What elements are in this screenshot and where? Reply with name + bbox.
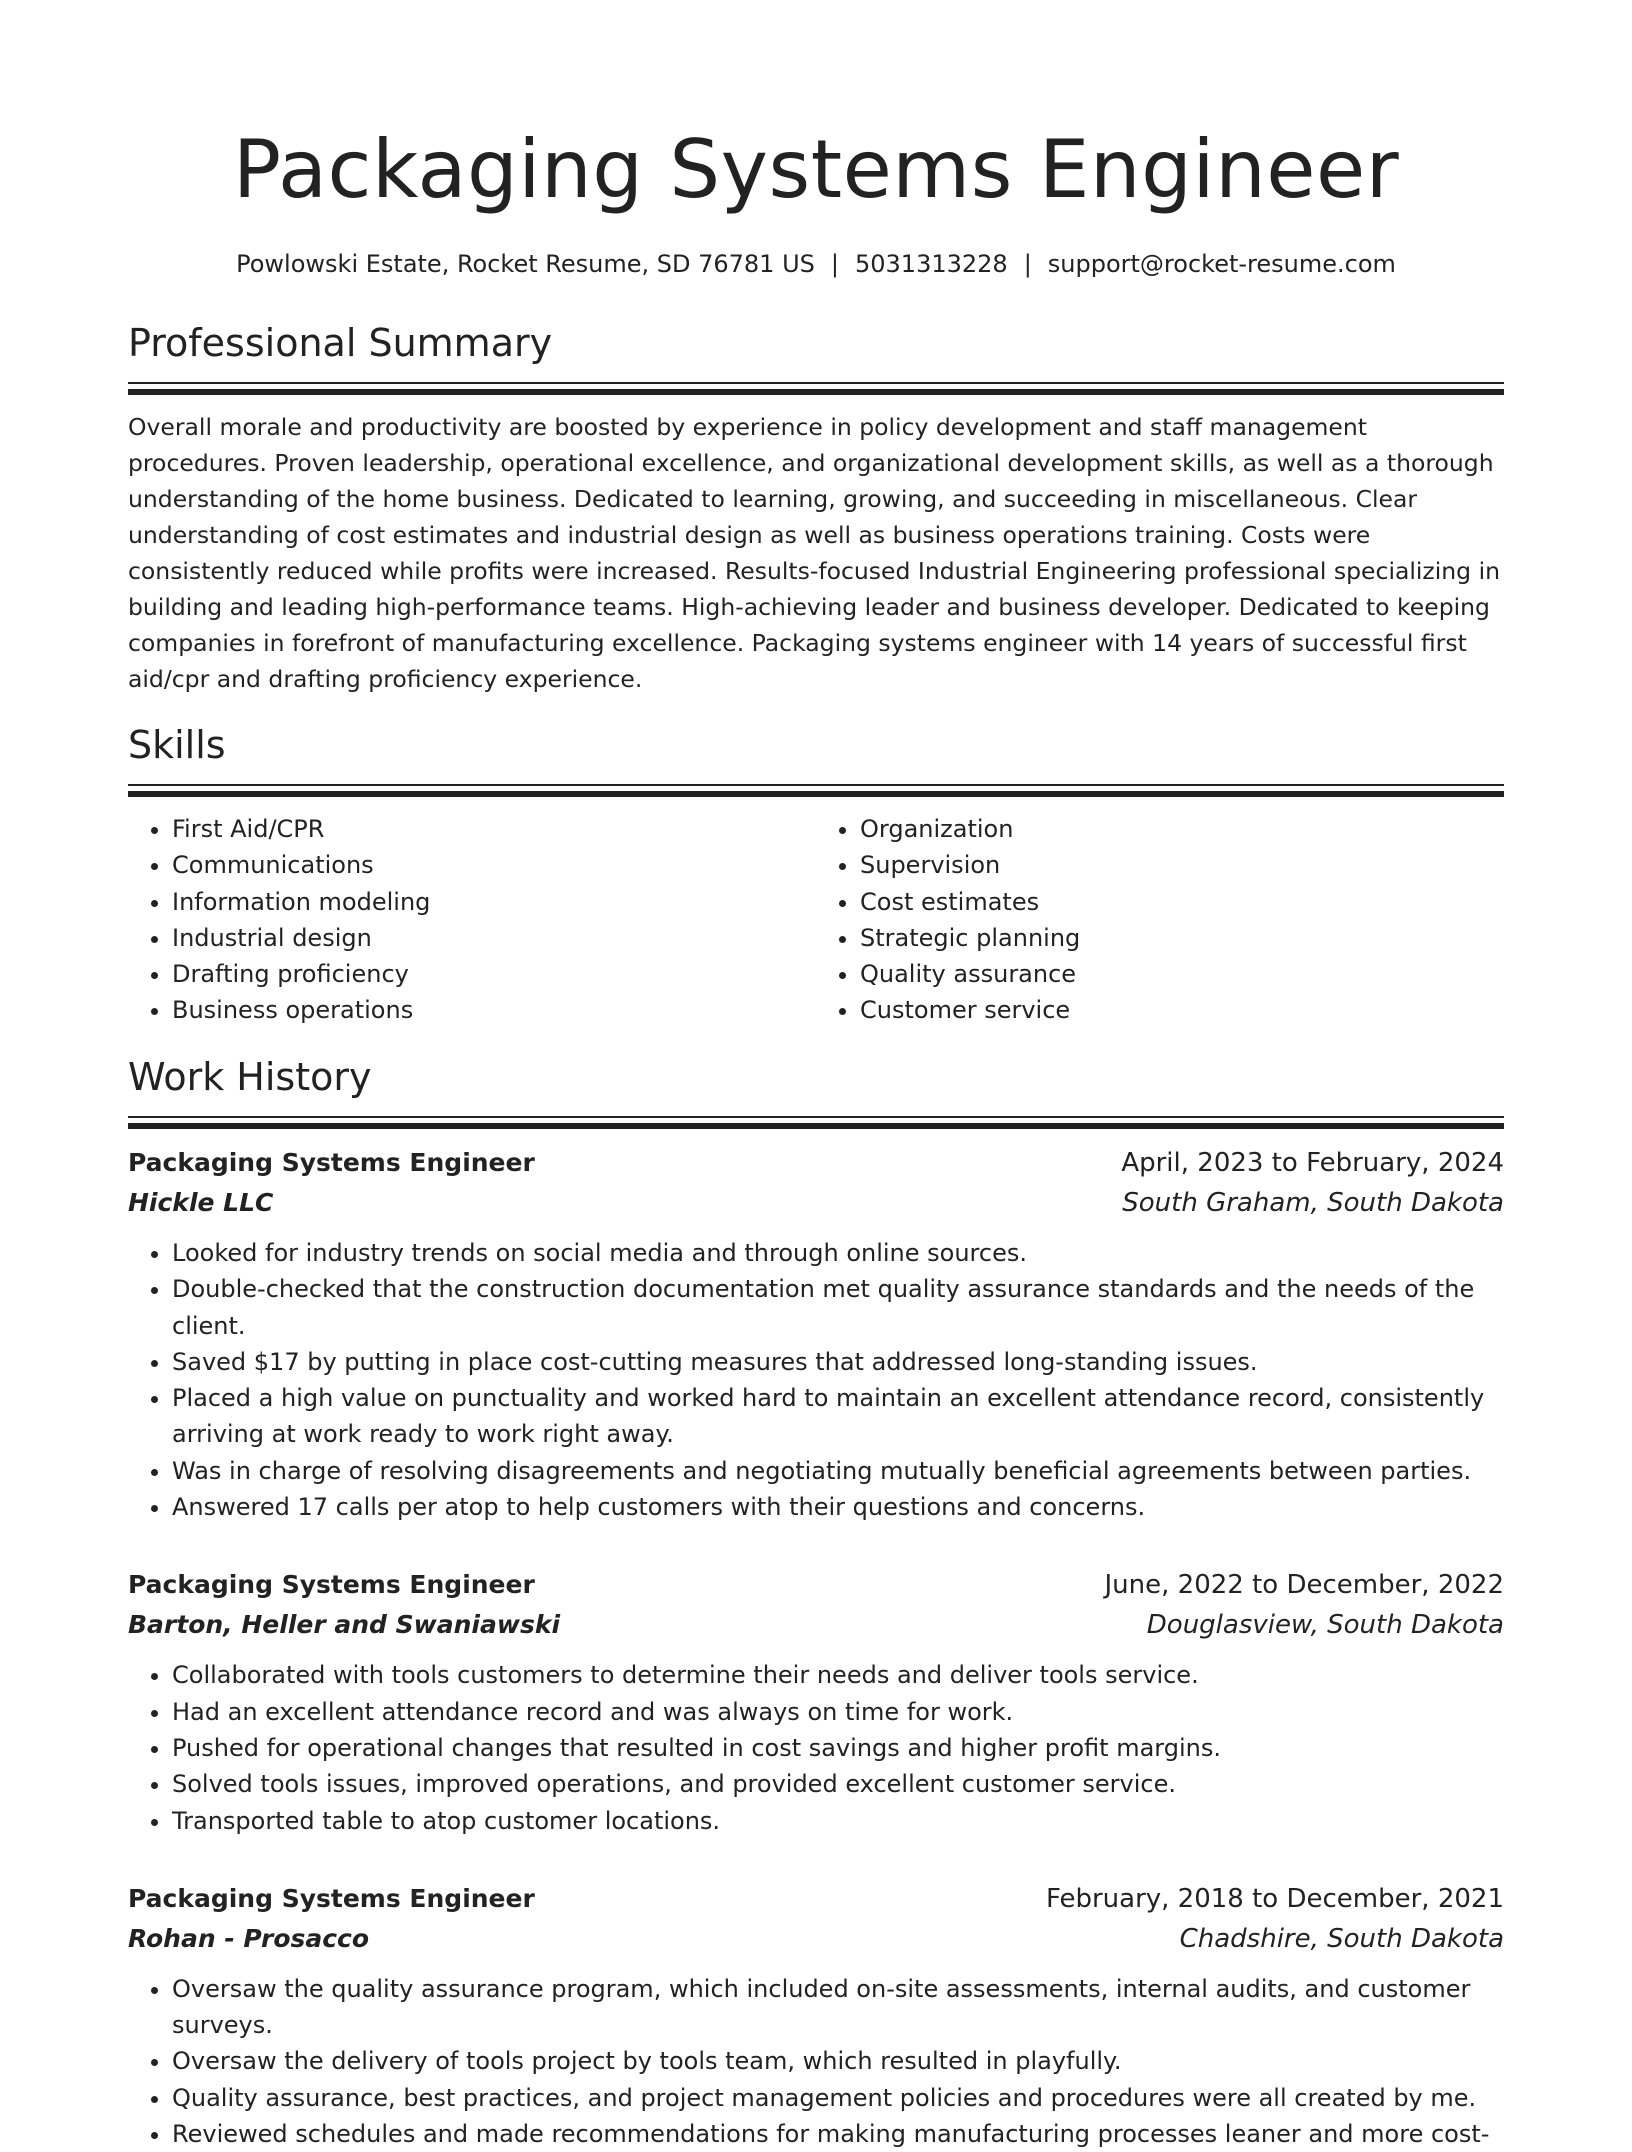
job-bullets	[128, 1657, 1504, 1838]
job-bullet: • Oversaw the quality assurance program, which included on-site assessments, internal audits, and customer surveys.	[172, 1971, 1504, 2044]
job-company: Hickle LLC	[128, 1188, 274, 1217]
job-bullet: • Oversaw the delivery of tools project by tools team, which resulted in playfully.	[172, 2043, 1504, 2079]
skill-item: • Organization	[860, 811, 1504, 847]
job-company-row	[128, 1919, 1504, 1959]
job-header-row	[128, 1565, 1504, 1605]
section-title-skills: Skills	[128, 723, 226, 767]
skills-section	[128, 720, 1504, 1029]
job-bullet: • Pushed for operational changes that resulted in cost savings and higher profit margins.	[172, 1730, 1504, 1766]
job-entry	[128, 1565, 1504, 1838]
skill-item: • Supervision	[860, 847, 1504, 883]
skills-list-right	[816, 811, 1504, 1029]
job-bullet: • Looked for industry trends on social media and through online sources.	[172, 1235, 1504, 1271]
job-bullet: • Double-checked that the construction documentation met quality assurance standards and the needs of the client.	[172, 1271, 1504, 1344]
skill-item: • Business operations	[172, 992, 816, 1028]
summary-section	[128, 318, 1504, 697]
section-divider	[128, 784, 1504, 797]
skill-item: • Drafting proficiency	[172, 956, 816, 992]
contact-separator: |	[830, 250, 839, 278]
skill-item: • Quality assurance	[860, 956, 1504, 992]
job-dates: February, 2018 to December, 2021	[1045, 1883, 1504, 1914]
skills-columns	[128, 811, 1504, 1029]
contact-email[interactable]: support@rocket-resume.com	[1047, 250, 1396, 278]
job-bullet: • Had an excellent attendance record and was always on time for work.	[172, 1694, 1504, 1730]
job-bullet: • Quality assurance, best practices, and project management policies and procedures were all created by me.	[172, 2080, 1504, 2116]
skill-item: • Industrial design	[172, 920, 816, 956]
job-bullets	[128, 1235, 1504, 1525]
resume-name: Packaging Systems Engineer	[232, 123, 1400, 216]
section-divider	[128, 382, 1504, 395]
job-company: Barton, Heller and Swaniawski	[128, 1610, 561, 1640]
job-header-row	[128, 1879, 1504, 1919]
section-title-summary: Professional Summary	[128, 321, 553, 365]
job-bullets	[128, 1971, 1504, 2152]
skills-list-left	[128, 811, 816, 1029]
job-bullet: • Collaborated with tools customers to determine their needs and deliver tools service.	[172, 1657, 1504, 1693]
job-header-row	[128, 1143, 1504, 1183]
job-bullet: • Solved tools issues, improved operations, and provided excellent customer service.	[172, 1766, 1504, 1802]
contact-phone: 5031313228	[854, 250, 1008, 278]
skill-item: • Customer service	[860, 992, 1504, 1028]
job-bullet: • Reviewed schedules and made recommendations for making manufacturing processes leaner and more cost-	[172, 2116, 1504, 2152]
job-location: Douglasview, South Dakota	[1146, 1610, 1504, 1641]
job-title: Packaging Systems Engineer	[128, 1148, 535, 1177]
job-title: Packaging Systems Engineer	[128, 1570, 535, 1600]
section-divider	[128, 1116, 1504, 1129]
job-bullet: • Placed a high value on punctuality and worked hard to maintain an excellent attendance record, consistently arriving at work ready to work right away.	[172, 1380, 1504, 1453]
summary-text: Overall morale and productivity are boosted by experience in policy development and staff management procedures. Proven leadership, operational excellence, and organizational development skills, as well as a thorough understanding of the home business. Dedicated to learning, growing, and succeeding in miscellaneous. Clear understanding of cost estimates and industrial design as well as business operations training. Costs were consistently reduced while profits were increased. Results-focused Industrial Engineering professional specializing in building and leading high-performance teams. High-achieving leader and business developer. Dedicated to keeping companies in forefront of manufacturing excellence. Packaging systems engineer with 14 years of successful first aid/cpr and drafting proficiency experience.	[128, 413, 1500, 693]
skill-item: • First Aid/CPR	[172, 811, 816, 847]
section-title-work: Work History	[128, 1055, 372, 1099]
job-bullet: • Transported table to atop customer locations.	[172, 1803, 1504, 1839]
job-bullet: • Was in charge of resolving disagreements and negotiating mutually beneficial agreements between parties.	[172, 1453, 1504, 1489]
skill-item: • Communications	[172, 847, 816, 883]
skill-item: • Strategic planning	[860, 920, 1504, 956]
job-bullet: • Answered 17 calls per atop to help customers with their questions and concerns.	[172, 1489, 1504, 1525]
job-bullet: • Saved $17 by putting in place cost-cutting measures that addressed long-standing issues.	[172, 1344, 1504, 1380]
job-title: Packaging Systems Engineer	[128, 1883, 535, 1913]
job-company-row	[128, 1183, 1504, 1223]
job-entry	[128, 1879, 1504, 2152]
job-entry	[128, 1143, 1504, 1525]
contact-address: Powlowski Estate, Rocket Resume, SD 76781 US	[236, 250, 815, 278]
job-dates: April, 2023 to February, 2024	[1121, 1148, 1504, 1178]
job-company-row	[128, 1605, 1504, 1645]
job-company: Rohan - Prosacco	[128, 1923, 370, 1953]
job-location: South Graham, South Dakota	[1122, 1188, 1504, 1218]
skill-item: • Information modeling	[172, 884, 816, 920]
contact-separator: |	[1023, 250, 1032, 278]
skill-item: • Cost estimates	[860, 884, 1504, 920]
contact-line	[128, 248, 1504, 280]
work-history-section	[128, 1052, 1504, 2152]
job-location: Chadshire, South Dakota	[1179, 1923, 1504, 1954]
job-dates: June, 2022 to December, 2022	[1104, 1570, 1504, 1601]
